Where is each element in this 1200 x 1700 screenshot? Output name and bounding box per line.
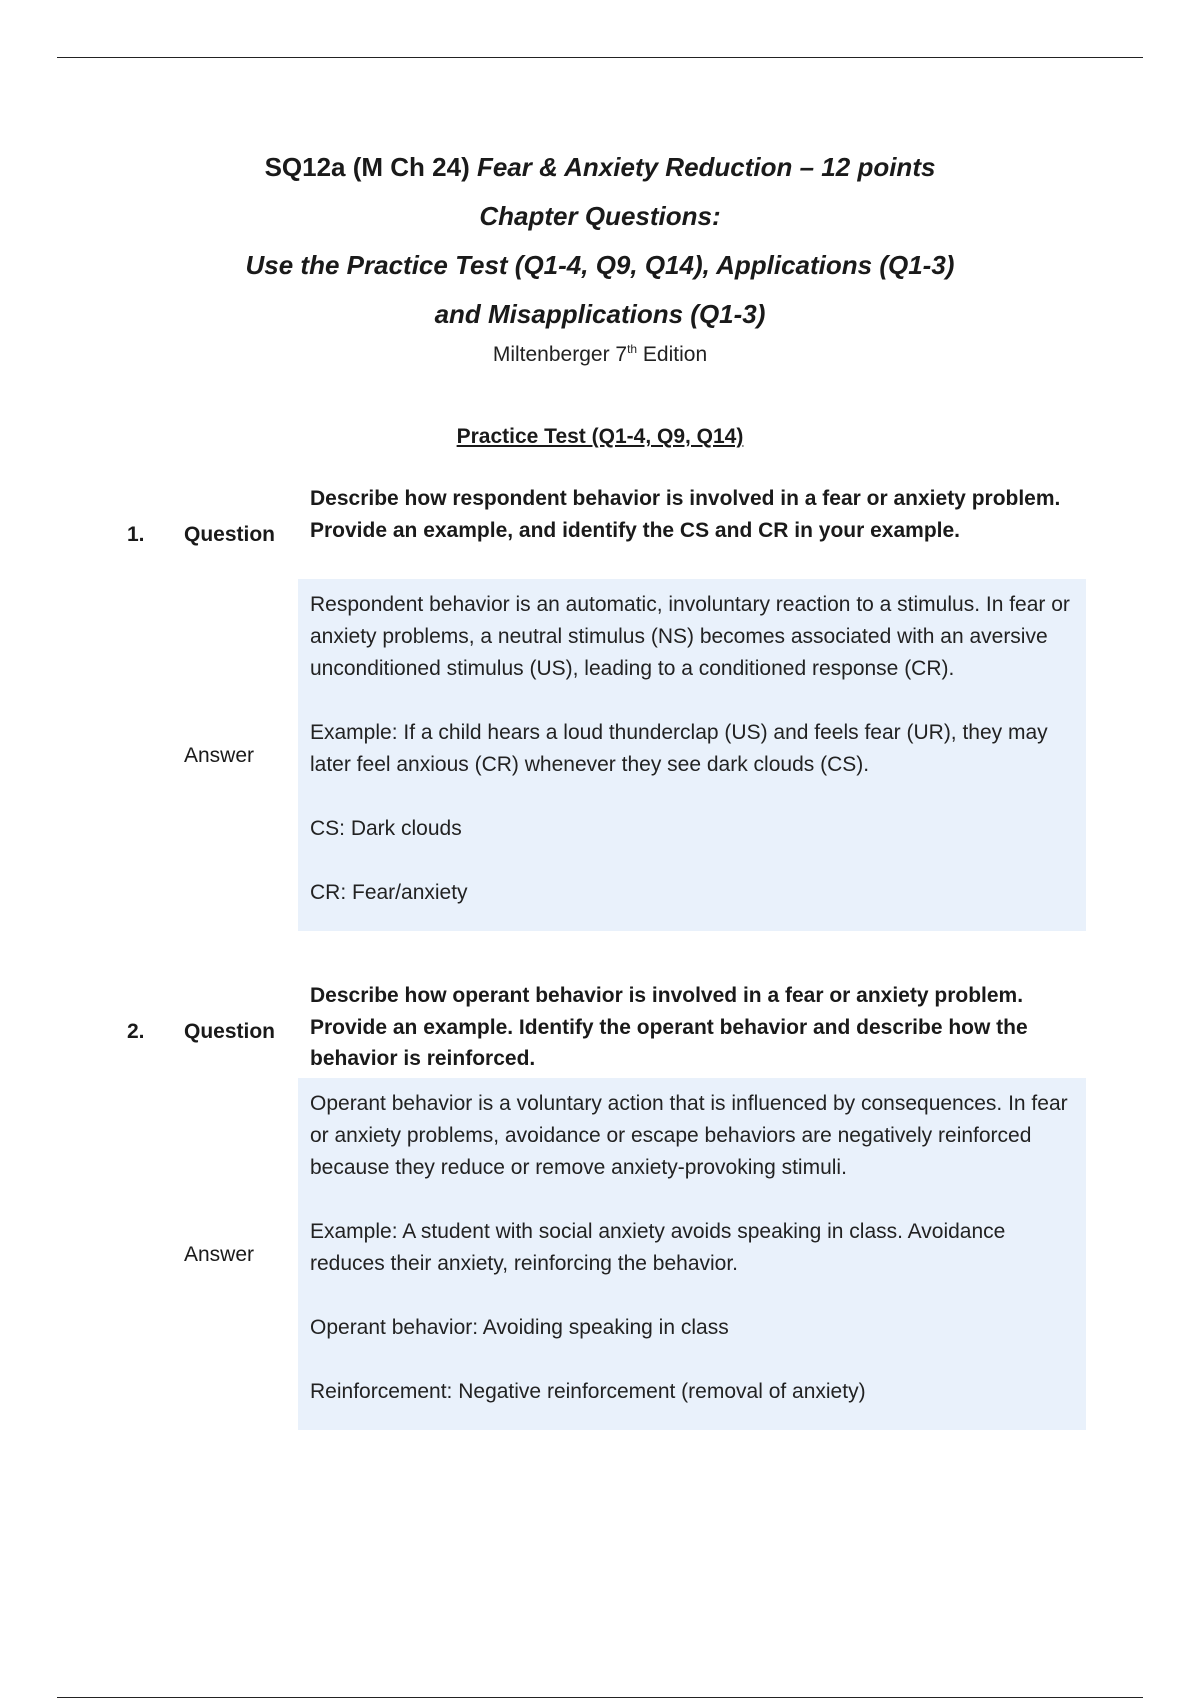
question-row — [0, 980, 1200, 1076]
question-text: Describe how operant behavior is involved in a fear or anxiety problem. Provide an example. Identify the operant behavior and describe how the behavior is reinforced. — [310, 984, 1028, 1070]
top-rule — [57, 57, 1143, 58]
bottom-rule — [57, 1697, 1143, 1698]
answer-paragraph: Example: If a child hears a loud thunderclap (US) and feels fear (UR), they may later feel anxious (CR) whenever they see dark clouds (CS). — [310, 721, 1048, 776]
answer-paragraph: CS: Dark clouds — [310, 817, 462, 840]
answer-box — [298, 1078, 1086, 1430]
title-prefix: SQ12a (M Ch 24) — [264, 152, 477, 182]
answer-paragraph: Operant behavior: Avoiding speaking in class — [310, 1316, 729, 1339]
question-number: 2. — [127, 1020, 145, 1043]
answer-paragraph: Operant behavior is a voluntary action that is influenced by consequences. In fear or anxiety problems, avoidance or escape behaviors are negatively reinforced because they reduce or remove anxiety-provoking stimuli. — [310, 1092, 1068, 1179]
answer-paragraph: CR: Fear/anxiety — [310, 881, 468, 904]
document-title — [0, 143, 1200, 192]
question-block-1 — [0, 483, 1200, 904]
edition-sup: th — [627, 342, 638, 356]
subtitle-chapter-questions: Chapter Questions: — [479, 201, 721, 231]
answer-paragraph: Respondent behavior is an automatic, involuntary reaction to a stimulus. In fear or anxiety problems, a neutral stimulus (NS) becomes associated with an aversive unconditioned stimulus (US), leading to a conditioned response (CR). — [310, 593, 1070, 680]
subtitle-line-3 — [0, 241, 1200, 290]
subtitle-practice-test: Use the Practice Test (Q1-4, Q9, Q14), Applications (Q1-3) — [245, 250, 955, 280]
answer-paragraph: Example: A student with social anxiety avoids speaking in class. Avoidance reduces their anxiety, reinforcing the behavior. — [310, 1220, 1006, 1275]
edition-line — [0, 341, 1200, 369]
edition-prefix: Miltenberger 7 — [492, 343, 628, 366]
document-header — [0, 143, 1200, 369]
question-label: Question — [184, 523, 276, 546]
section-heading: Practice Test (Q1-4, Q9, Q14) — [456, 425, 744, 448]
answer-label: Answer — [184, 744, 255, 767]
edition-suffix: Edition — [637, 343, 708, 366]
subtitle-line-4 — [0, 290, 1200, 339]
question-label: Question — [184, 1020, 276, 1043]
question-text: Describe how respondent behavior is involved in a fear or anxiety problem. Provide an example, and identify the CS and CR in your example. — [310, 487, 1061, 542]
question-block-2 — [0, 980, 1200, 1403]
question-row — [0, 483, 1200, 579]
subtitle-misapplications: and Misapplications (Q1-3) — [434, 299, 766, 329]
subtitle-line-2 — [0, 192, 1200, 241]
title-italic: Fear & Anxiety Reduction – 12 points — [476, 152, 936, 182]
answer-box — [298, 579, 1086, 931]
answer-paragraph: Reinforcement: Negative reinforcement (removal of anxiety) — [310, 1380, 866, 1403]
answer-label: Answer — [184, 1243, 255, 1266]
question-number: 1. — [127, 523, 145, 546]
